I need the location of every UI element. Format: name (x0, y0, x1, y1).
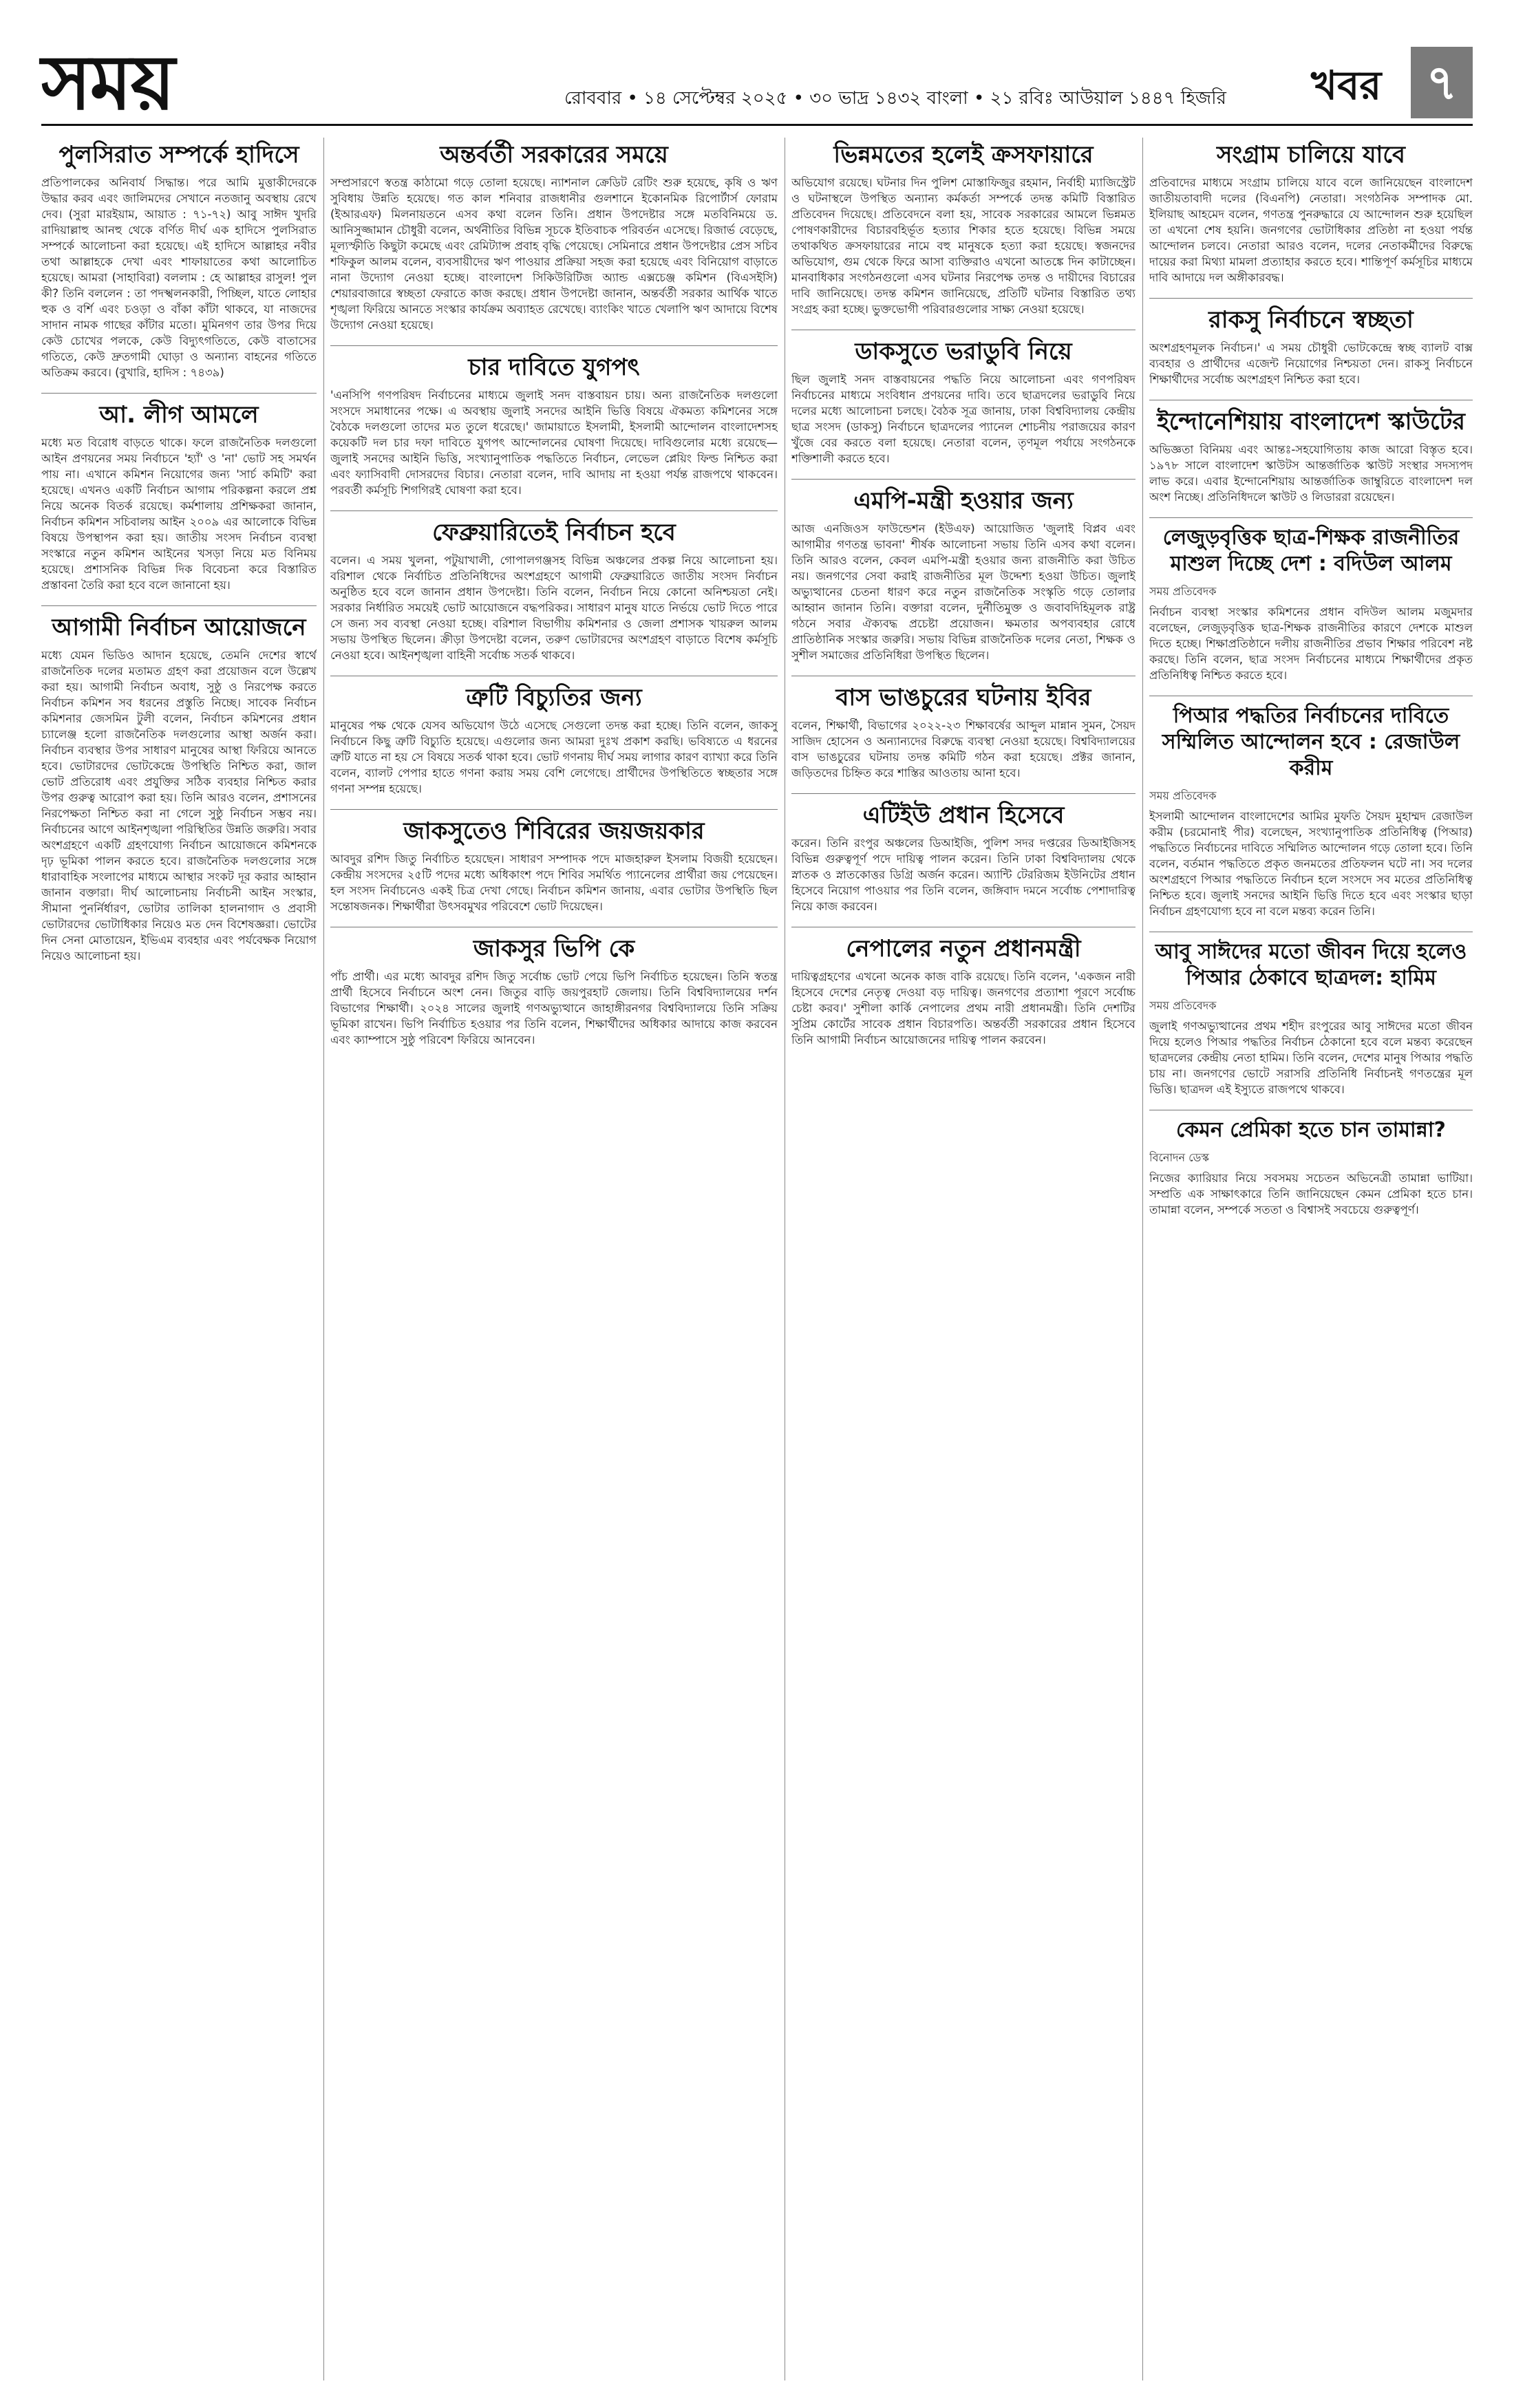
article-headline: রাকসু নির্বাচনে স্বচ্ছতা (1208, 306, 1414, 334)
article (41, 140, 317, 380)
article-body: বলেন, শিক্ষার্থী, বিভাগের ২০২২-২৩ শিক্ষাবর্ষের আব্দুল মান্নান সুমন, সৈয়দ সাজিদ হোসেন ও অন্যান্যদের বিরুদ্ধে ব্যবস্থা নেওয়া হয়েছে। বিশ্ববিদ্যালয়ের বাস ভাঙচুরের ঘটনায় তদন্ত কমিটি গঠন করা হয়েছে। প্রক্টর জানান, জড়িতদের চিহ্নিত করে শাস্তির আওতায় আনা হবে। (791, 719, 1136, 780)
article-body: 'এনসিপি গণপরিষদ নির্বাচনের মাধ্যমে জুলাই সনদ বাস্তবায়ন চায়। অন্য রাজনৈতিক দলগুলো সংসদে সমাধানের পক্ষে। এ অবস্থায় জুলাই সনদের আইনি ভিত্তি বিষয়ে ঐকমত্য কমিশনের সঙ্গে বৈঠকে দলগুলো তাদের মত তুলে ধরেছে।' জামায়াতে ইসলামী, ইসলামী আন্দোলন বাংলাদেশসহ কয়েকটি দল চার দফা দাবিতে যুগপৎ আন্দোলনের ঘোষণা দিয়েছে। দাবিগুলোর মধ্যে রয়েছে— জুলাই সনদের আইনি ভিত্তি, সংখ্যানুপাতিক পদ্ধতিতে নির্বাচন, লেভেল প্লেয়িং ফিল্ড নিশ্চিত করা এবং ফ্যাসিবাদী দোসরদের বিচার। নেতারা বলেন, দাবি আদায় না হওয়া পর্যন্ত রাজপথে থাকবেন। পরবর্তী কর্মসূচি শিগগিরই ঘোষণা করা হবে। (330, 389, 778, 497)
article-body: ছিল জুলাই সনদ বাস্তবায়নের পদ্ধতি নিয়ে আলোচনা এবং গণপরিষদ নির্বাচনের মাধ্যমে সংবিধান প্রণয়নের দাবি। তবে ছাত্রদলের ভরাডুবি নিয়ে দলের মধ্যে আলোচনা চলছে। বৈঠক সূত্র জানায়, ঢাকা বিশ্ববিদ্যালয় কেন্দ্রীয় ছাত্র সংসদ (ডাকসু) নির্বাচনে ছাত্রদলের প্যানেল শোচনীয় পরাজয়ের কারণ খুঁজে বের করতে বলা হয়েছে। নেতারা বলেন, তৃণমূল পর্যায়ে সংগঠনকে শক্তিশালী করতে হবে। (791, 373, 1136, 465)
article-body: ইসলামী আন্দোলন বাংলাদেশের আমির মুফতি সৈয়দ মুহাম্মদ রেজাউল করীম (চরমোনাই পীর) বলেছেন, সংখ্যানুপাতিক প্রতিনিধিত্ব (পিআর) পদ্ধতিতে নির্বাচনের দাবিতে সম্মিলিত আন্দোলন গড়ে তোলা হবে। তিনি বলেন, বর্তমান পদ্ধতিতে প্রকৃত জনমতের প্রতিফলন ঘটে না। সব দলের অংশগ্রহণে পিআর পদ্ধতিতে নির্বাচন হলে সংসদে সব মতের প্রতিনিধিত্ব নিশ্চিত হবে। জুলাই সনদের আইনি ভিত্তি দিতে হবে এবং সংস্কার ছাড়া নির্বাচন গ্রহণযোগ্য হবে না বলে মন্তব্য করেন তিনি। (1149, 810, 1473, 918)
article-body: প্রতিপালকের অনিবার্য সিদ্ধান্ত। পরে আমি মুত্তাকীদেরকে উদ্ধার করব এবং জালিমদের সেখানে নতজানু অবস্থায় রেখে দেব। (সুরা মারইয়াম, আয়াত : ৭১-৭২) আবু সাঈদ খুদরি রাদিয়াল্লাহু আনহু থেকে বর্ণিত দীর্ঘ এক হাদিসে পুলসিরাত সম্পর্কে আলোচনা করা হয়েছে। এই হাদিসে আল্লাহর নবীর তথা আল্লাহকে দেখা এবং শাফায়াতের কথা আলোচিত হয়েছে। আমরা (সাহাবিরা) বললাম : হে আল্লাহর রাসুল! পুল কী? তিনি বললেন : তা পদস্খলনকারী, পিচ্ছিল, যাতে লোহার হুক ও বর্শি এবং চওড়া ও বাঁকা কাঁটা থাকবে, যা নাজদের সাদান নামক গাছের কাঁটার মতো। মুমিনগণ তার উপর দিয়ে কেউ চোখের পলকে, কেউ বিদ্যুৎগতিতে, কেউ বাতাসের গতিতে, কেউ দ্রুতগামী ঘোড়া ও অন্যান্য বাহনের গতিতে অতিক্রম করবে। (বুখারি, হাদিস : ৭৪৩৯) (41, 176, 317, 379)
article (791, 337, 1136, 466)
article-byline: বিনোদন ডেস্ক (1149, 1151, 1209, 1164)
article (1149, 525, 1473, 683)
article-body: অভিজ্ঞতা বিনিময় এবং আন্তঃ-সহযোগিতায় কাজ আরো বিস্তৃত হবে। ১৯৭৮ সালে বাংলাদেশ স্কাউটস আন্তর্জাতিক স্কাউট সংস্থার সদস্যপদ লাভ করে। এবার ইন্দোনেশিয়ায় আন্তর্জাতিক জাম্বুরিতে বাংলাদেশ দল অংশ নিচ্ছে। প্রতিনিধিদলে স্কাউট ও লিডাররা রয়েছেন। (1149, 443, 1473, 504)
column-rule (323, 138, 324, 2380)
divider (330, 345, 778, 346)
column-1 (41, 138, 317, 2380)
article (330, 353, 778, 498)
article (791, 934, 1136, 1048)
article-body: বলেন। এ সময় খুলনা, পটুয়াখালী, গোপালগঞ্জসহ বিভিন্ন অঞ্চলের প্রকল্প নিয়ে আলোচনা হয়। বরিশাল থেকে নির্বাচিত প্রতিনিধিদের অংশগ্রহণে আগামী ফেব্রুয়ারিতে জাতীয় সংসদ নির্বাচন অনুষ্ঠিত হবে বলে জানান প্রধান উপদেষ্টা। তিনি বলেন, নির্বাচন নিয়ে কোনো অনিশ্চয়তা নেই। সরকার নির্ধারিত সময়েই ভোট আয়োজনে বদ্ধপরিকর। সাধারণ মানুষ যাতে নির্ভয়ে ভোট দিতে পারে সে জন্য সব ব্যবস্থা নেওয়া হচ্ছে। বরিশাল বিভাগীয় কমিশনার ও জেলা প্রশাসক খায়রুল আলম সভায় উপস্থিত ছিলেন। ক্রীড়া উপদেষ্টা বলেন, তরুণ ভোটারদের অংশগ্রহণ বাড়াতে বিশেষ কর্মসূচি নেওয়া হবে। আইনশৃঙ্খলা বাহিনী সর্বোচ্চ সতর্ক থাকবে। (330, 554, 778, 662)
article-headline: জাকসুতেও শিবিরের জয়জয়কার (403, 817, 705, 845)
article-headline: অন্তর্বর্তী সরকারের সময়ে (440, 141, 668, 169)
article-headline: বাস ভাঙচুরের ঘটনায় ইবির (835, 684, 1091, 711)
article-body: নিজের ক্যারিয়ার নিয়ে সবসময় সচেতন অভিনেত্রী তামান্না ভাটিয়া। সম্প্রতি এক সাক্ষাৎকারে তিনি জানিয়েছেন কেমন প্রেমিকা হতে চান। তামান্না বলেন, সম্পর্কে সততা ও বিশ্বাসই সবচেয়ে গুরুত্বপূর্ণ। (1149, 1172, 1473, 1216)
article (1149, 1117, 1473, 1218)
article-headline: জাকসুর ভিপি কে (473, 935, 635, 963)
article-headline: ভিন্নমতের হলেই ক্রসফায়ারে (833, 141, 1094, 169)
article-body: আবদুর রশিদ জিতু নির্বাচিত হয়েছেন। সাধারণ সম্পাদক পদে মাজহারুল ইসলাম বিজয়ী হয়েছেন। কেন্দ্রীয় সংসদের ২৫টি পদের মধ্যে অধিকাংশ পদে শিবির সমর্থিত প্যানেলের প্রার্থীরা জয় পেয়েছেন। হল সংসদ নির্বাচনেও একই চিত্র দেখা গেছে। নির্বাচন কমিশন জানায়, এবার ভোটার উপস্থিতি ছিল সন্তোষজনক। শিক্ষার্থীরা উৎসবমুখর পরিবেশে ভোট দিয়েছেন। (330, 852, 778, 913)
dateline: রোববার • ১৪ সেপ্টেম্বর ২০২৫ • ৩০ ভাদ্র ১৪৩২ বাংলা • ২১ রবিঃ আউয়াল ১৪৪৭ হিজরি (564, 88, 1226, 109)
article-body: অংশগ্রহণমূলক নির্বাচন।' এ সময় চৌধুরী ভোটকেন্দ্রে স্বচ্ছ ব্যালট বাক্স ব্যবহার ও প্রার্থীদের এজেন্ট নিয়োগের নিশ্চয়তা দেন। রাকসু নির্বাচনে শিক্ষার্থীদের সর্বোচ্চ অংশগ্রহণ নিশ্চিত করা হবে। (1149, 341, 1473, 386)
article (1149, 305, 1473, 387)
article-body: মধ্যে যেমন ভিডিও আদান হয়েছে, তেমনি দেশের স্বার্থে রাজনৈতিক দলের মতামত গ্রহণ করা প্রয়োজন বলে উল্লেখ করা হয়। আগামী নির্বাচন অবাধ, সুষ্ঠু ও নিরপেক্ষ করতে নির্বাচন কমিশন সব ধরনের প্রস্তুতি নিচ্ছে। সাবেক নির্বাচন কমিশনার জেসমিন টুলী বলেন, নির্বাচন কমিশনের প্রধান চ্যালেঞ্জ হলো রাজনৈতিক দলগুলোর আস্থা অর্জন করা। নির্বাচন ব্যবস্থার উপর সাধারণ মানুষের আস্থা ফিরিয়ে আনতে হবে। ভোটারদের ভোটকেন্দ্রে উপস্থিতি নিশ্চিত করা, জাল ভোট প্রতিরোধ এবং প্রযুক্তির সঠিক ব্যবহার নিশ্চিত করার উপর গুরুত্ব আরোপ করা হয়। তিনি আরও বলেন, প্রশাসনের নিরপেক্ষতা নিশ্চিত করা না গেলে সুষ্ঠু নির্বাচন সম্ভব নয়। নির্বাচনের আগে আইনশৃঙ্খলা পরিস্থিতির উন্নতি জরুরি। সবার অংশগ্রহণে একটি গ্রহণযোগ্য নির্বাচন আয়োজনে কমিশনকে দৃঢ় ভূমিকা পালন করতে হবে। রাজনৈতিক দলগুলোর সঙ্গে ধারাবাহিক সংলাপের মাধ্যমে আস্থার সংকট দূর করার আহ্বান জানান বক্তারা। দীর্ঘ আলোচনায় নির্বাচনী আইন সংস্কার, সীমানা পুনর্নির্ধারণ, ভোটার তালিকা হালনাগাদ ও প্রবাসী ভোটারদের ভোটাধিকার নিয়েও মত দেন বিশেষজ্ঞরা। ভোটের দিন সেনা মোতায়েন, ইভিএম ব্যবহার এবং পর্যবেক্ষক নিয়োগ নিয়েও আলোচনা হয়। (41, 649, 317, 963)
article-body: মানুষের পক্ষ থেকে যেসব অভিযোগ উঠে এসেছে সেগুলো তদন্ত করা হচ্ছে। তিনি বলেন, জাকসু নির্বাচনে কিছু ত্রুটি বিচ্যুতি হয়েছে। এগুলোর জন্য আমরা দুঃখ প্রকাশ করছি। ভবিষ্যতে এ ধরনের ত্রুটি যাতে না হয় সে বিষয়ে সতর্ক থাকা হবে। ভোট গণনায় দীর্ঘ সময় লাগার কারণ ব্যাখ্যা করে তিনি বলেন, ব্যালট পেপার হাতে গণনা করায় সময় বেশি লেগেছে। প্রার্থীদের উপস্থিতিতে স্বচ্ছতার সঙ্গে গণনা সম্পন্ন হয়েছে। (330, 719, 778, 795)
article-body: আজ এনজিওস ফাউন্ডেশন (ইউএফ) আয়োজিত 'জুলাই বিপ্লব এবং আগামীর গণতন্ত্র ভাবনা' শীর্ষক আলোচনা সভায় তিনি এসব কথা বলেন। তিনি আরও বলেন, কেবল এমপি-মন্ত্রী হওয়ার জন্য রাজনীতি করা উচিত নয়। জনগণের সেবা করাই রাজনীতির মূল উদ্দেশ্য হওয়া উচিত। জুলাই অভ্যুত্থানের চেতনা ধারণ করে নতুন রাজনৈতিক সংস্কৃতি গড়ে তোলার আহ্বান জানান তিনি। বক্তারা বলেন, দুর্নীতিমুক্ত ও জবাবদিহিমূলক রাষ্ট্র গঠনে সবার ঐক্যবদ্ধ প্রচেষ্টা প্রয়োজন। ক্ষমতার অপব্যবহার রোধে প্রাতিষ্ঠানিক সংস্কার জরুরি। সভায় বিভিন্ন রাজনৈতিক দলের নেতা, শিক্ষক ও সুশীল সমাজের প্রতিনিধিরা উপস্থিত ছিলেন। (791, 522, 1136, 662)
article (41, 400, 317, 593)
article (791, 140, 1136, 317)
article (330, 817, 778, 914)
article-byline: সময় প্রতিবেদক (1149, 789, 1217, 802)
article (330, 683, 778, 797)
article (41, 613, 317, 964)
page-number: ৭ (1411, 47, 1473, 118)
article-body: মধ্যে মত বিরোধ বাড়তে থাকে। ফলে রাজনৈতিক দলগুলো আইন প্রণয়নের সময় নির্বাচনে 'হ্যাঁ' ও 'না' ভোট সহ সমর্থন পায় না। এখানে কমিশন নিয়োগের জন্য 'সার্চ কমিটি' করা হয়েছে। এখনও একটি নির্বাচন আগাম পরিকল্পনা করলে প্রশ্ন নিয়ে অনেক বিতর্ক রয়েছে। কর্মশালায় প্রশিক্ষকরা জানান, নির্বাচন কমিশন সচিবালয় আইন ২০০৯ এর আলোকে বিভিন্ন বিষয়ে উপস্থাপন করা হয়। জাতীয় সংসদ নির্বাচন ব্যবস্থা সংস্কারে নতুন কমিশন আইনের খসড়া নিয়ে মত বিনিময় হয়েছে। প্রশাসনিক বিভিন্ন দিক বিবেচনা করে বিস্তারিত প্রস্তাবনা তৈরি করা হবে বলে জানানো হয়। (41, 436, 317, 592)
article-headline: পুলসিরাত সম্পর্কে হাদিসে (58, 141, 299, 169)
article (330, 934, 778, 1048)
article-headline: নেপালের নতুন প্রধানমন্ত্রী (846, 935, 1081, 963)
article-body: নির্বাচন ব্যবস্থা সংস্কার কমিশনের প্রধান বদিউল আলম মজুমদার বলেছেন, লেজুড়বৃত্তিক ছাত্র-শিক্ষক রাজনীতির কারণে দেশকে মাশুল দিতে হচ্ছে। শিক্ষাপ্রতিষ্ঠানে দলীয় রাজনীতির প্রভাব শিক্ষার পরিবেশ নষ্ট করছে। তিনি বলেন, ছাত্র সংসদ নির্বাচনের মাধ্যমে শিক্ষার্থীদের প্রকৃত প্রতিনিধিত্ব নিশ্চিত করতে হবে। (1149, 605, 1473, 682)
column-rule (1142, 138, 1143, 2380)
article-headline: চার দাবিতে যুগপৎ (468, 354, 640, 381)
article-headline: ইন্দোনেশিয়ায় বাংলাদেশ স্কাউটের (1157, 408, 1465, 436)
divider (1149, 298, 1473, 299)
article-headline: ডাকসুতে ভরাডুবি নিয়ে (855, 338, 1072, 365)
article-body: জুলাই গণঅভ্যুত্থানের প্রথম শহীদ রংপুরের আবু সাঈদের মতো জীবন দিয়ে হলেও পিআর পদ্ধতির নির্বাচন ঠেকানো হবে বলে মন্তব্য করেছেন ছাত্রদলের কেন্দ্রীয় নেতা হামিম। তিনি বলেন, দেশের মানুষ পিআর পদ্ধতি চায় না। জনগণের ভোটে সরাসরি প্রতিনিধি নির্বাচনই গণতন্ত্রের মূল ভিত্তি। ছাত্রদল এই ইস্যুতে রাজপথে থাকবে। (1149, 1020, 1473, 1096)
section-label: খবর (1311, 62, 1382, 109)
article (330, 140, 778, 333)
article-headline: সংগ্রাম চালিয়ে যাবে (1217, 141, 1405, 169)
article-headline: এমপি-মন্ত্রী হওয়ার জন্য (853, 487, 1074, 515)
article-headline: আ. লীগ আমলে (99, 401, 259, 429)
article (791, 683, 1136, 781)
divider (791, 793, 1136, 794)
divider (1149, 517, 1473, 518)
article-body: প্রতিবাদের মাধ্যমে সংগ্রাম চালিয়ে যাবে বলে জানিয়েছেন বাংলাদেশ জাতীয়তাবাদী দলের (বিএনপি) নেতারা। সংগঠনিক সম্পাদক মো. ইলিয়াছ আহমেদ বলেন, গণতন্ত্র পুনরুদ্ধারে যে আন্দোলন শুরু হয়েছিল তা এখনো শেষ হয়নি। জনগণের ভোটাধিকার প্রতিষ্ঠা না হওয়া পর্যন্ত আন্দোলন চলবে। নেতারা আরও বলেন, দলের নেতাকর্মীদের বিরুদ্ধে দায়ের করা মিথ্যা মামলা প্রত্যাহার করতে হবে। শান্তিপূর্ণ কর্মসূচির মাধ্যমে দাবি আদায়ে দল অঙ্গীকারবদ্ধ। (1149, 176, 1473, 284)
article-headline: কেমন প্রেমিকা হতে চান তামান্না? (1176, 1118, 1446, 1142)
article (1149, 703, 1473, 919)
divider (41, 605, 317, 606)
divider (41, 393, 317, 394)
article (1149, 939, 1473, 1097)
divider (330, 510, 778, 511)
article-body: দায়িত্বগ্রহণের এখনো অনেক কাজ বাকি রয়েছে। তিনি বলেন, 'একজন নারী হিসেবে দেশের নেতৃত্ব দেওয়া বড় দায়িত্ব। জনগণের প্রত্যাশা পূরণে সর্বোচ্চ চেষ্টা করব।' সুশীলা কার্কি নেপালের প্রথম নারী প্রধানমন্ত্রী। তিনি দেশটির সুপ্রিম কোর্টের সাবেক প্রধান বিচারপতি। অন্তর্বর্তী সরকারের প্রধান হিসেবে তিনি আগামী নির্বাচন আয়োজনের দায়িত্ব পালন করবেন। (791, 970, 1136, 1046)
column-2 (330, 138, 778, 2380)
article-headline: লেজুড়বৃত্তিক ছাত্র-শিক্ষক রাজনীতির মাশুল দিচ্ছে দেশ : বদিউল আলম (1162, 526, 1460, 576)
column-3 (791, 138, 1136, 2380)
article-headline: আগামী নির্বাচন আয়োজনে (52, 614, 306, 641)
article (1149, 140, 1473, 286)
divider (791, 479, 1136, 480)
column-4 (1149, 138, 1473, 2380)
article-body: অভিযোগ রয়েছে। ঘটনার দিন পুলিশ মোস্তাফিজুর রহমান, নির্বাহী ম্যাজিস্ট্রেট ও ঘটনাস্থলে উপস্থিত অন্যান্য কর্মকর্তা সম্পর্কে তদন্ত কমিটি বিস্তারিত প্রতিবেদন দিয়েছে। প্রতিবেদনে বলা হয়, সাবেক সরকারের আমলে ভিন্নমত পোষণকারীদের বিচারবহির্ভূত হত্যার শিকার হতে হয়েছে। বিভিন্ন সময়ে তথাকথিত ক্রসফায়ারের নামে বহু মানুষকে হত্যা করা হয়েছে। স্বজনদের অভিযোগ, গুম থেকে ফিরে আসা ব্যক্তিরাও এখনো আতঙ্কে দিন কাটাচ্ছেন। মানবাধিকার সংগঠনগুলো এসব ঘটনার নিরপেক্ষ তদন্ত ও দায়ীদের বিচারের দাবি জানিয়েছে। তদন্ত কমিশন জানিয়েছে, প্রতিটি ঘটনার বিস্তারিত তথ্য সংগ্রহ করা হচ্ছে। ভুক্তভোগী পরিবারগুলোর সাক্ষ্য নেওয়া হয়েছে। (791, 176, 1136, 316)
article-headline: ত্রুটি বিচ্যুতির জন্য (466, 684, 642, 711)
divider (330, 809, 778, 810)
article-headline: ফেব্রুয়ারিতেই নির্বাচন হবে (432, 519, 676, 546)
newspaper-logo: সময় (41, 39, 174, 127)
article-body: সম্প্রসারণে স্বতন্ত্র কাঠামো গড়ে তোলা হয়েছে। ন্যাশনাল ক্রেডিট রেটিং শুরু হয়েছে, কৃষি ও ঋণ সুবিধায় উন্নতি হয়েছে। গত কাল শনিবার রাজধানীর গুলশানে ইকোনমিক রিপোর্টার্স ফোরাম (ইআরএফ) মিলনায়তনে এসব কথা বলেন তিনি। প্রধান উপদেষ্টার সঙ্গে মতবিনিময়ে ড. আনিসুজ্জামান চৌধুরী বলেন, অর্থনীতির বিভিন্ন সূচকে ইতিবাচক পরিবর্তন এসেছে। রিজার্ভ বেড়েছে, মূল্যস্ফীতি কিছুটা কমেছে এবং রেমিট্যান্স প্রবাহ বৃদ্ধি পেয়েছে। সেমিনারে প্রধান উপদেষ্টার প্রেস সচিব শফিকুল আলম বলেন, ব্যবসায়ীদের ঋণ পাওয়ার প্রক্রিয়া সহজ করা হয়েছে এবং বিনিয়োগ বাড়াতে নানা উদ্যোগ নেওয়া হচ্ছে। বাংলাদেশ সিকিউরিটিজ অ্যান্ড এক্সচেঞ্জ কমিশন (বিএসইসি) শেয়ারবাজারে স্বচ্ছতা ফেরাতে কাজ করছে। প্রধান উপদেষ্টা জানান, অন্তর্বর্তী সরকার আর্থিক খাতে শৃঙ্খলা ফিরিয়ে আনতে সংস্কার কার্যক্রম অব্যাহত রেখেছে। ব্যাংকিং খাতে খেলাপি ঋণ আদায়ে বিশেষ উদ্যোগ নেওয়া হয়েছে। (330, 176, 778, 332)
article-body: পাঁচ প্রার্থী। এর মধ্যে আবদুর রশিদ জিতু সর্বোচ্চ ভোট পেয়ে ভিপি নির্বাচিত হয়েছেন। তিনি স্বতন্ত্র প্রার্থী হিসেবে নির্বাচনে অংশ নেন। জিতুর বাড়ি জয়পুরহাট জেলায়। তিনি বিশ্ববিদ্যালয়ের দর্শন বিভাগের শিক্ষার্থী। ২০২৪ সালের জুলাই গণঅভ্যুত্থানে জাহাঙ্গীরনগর বিশ্ববিদ্যালয়ে তিনি সক্রিয় ভূমিকা রাখেন। ভিপি নির্বাচিত হওয়ার পর তিনি বলেন, শিক্ষার্থীদের অধিকার আদায়ে কাজ করবেন এবং ক্যাম্পাসে সুষ্ঠু পরিবেশ ফিরিয়ে আনবেন। (330, 970, 778, 1046)
article-body: করেন। তিনি রংপুর অঞ্চলের ডিআইজি, পুলিশ সদর দপ্তরের ডিআইজিসহ বিভিন্ন গুরুত্বপূর্ণ পদে দায়িত্ব পালন করেন। তিনি ঢাকা বিশ্ববিদ্যালয় থেকে স্নাতক ও স্নাতকোত্তর ডিগ্রি অর্জন করেন। অ্যান্টি টেররিজম ইউনিটের প্রধান হিসেবে নিয়োগ পাওয়ার পর তিনি বলেন, জঙ্গিবাদ দমনে সর্বোচ্চ পেশাদারিত্ব নিয়ে কাজ করবেন। (791, 837, 1136, 913)
masthead (41, 41, 1473, 126)
article-byline: সময় প্রতিবেদক (1149, 999, 1217, 1012)
article-headline: আবু সাঈদের মতো জীবন দিয়ে হলেও পিআর ঠেকাবে ছাত্রদল: হামিম (1155, 940, 1467, 990)
article-byline: সময় প্রতিবেদক (1149, 585, 1217, 598)
article (791, 801, 1136, 914)
article (791, 486, 1136, 663)
article-headline: এটিইউ প্রধান হিসেবে (862, 802, 1065, 829)
article (1149, 407, 1473, 505)
article-headline: পিআর পদ্ধতির নির্বাচনের দাবিতে সম্মিলিত আন্দোলন হবে : রেজাউল করীম (1162, 704, 1460, 780)
article (330, 518, 778, 663)
